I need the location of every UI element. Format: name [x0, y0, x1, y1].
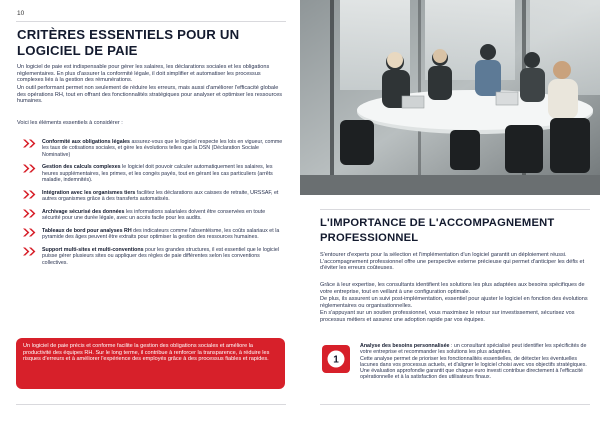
feature-text: facilitez les déclarations aux caisses de retraite, URSSAF, et autres organismes grâce à des transferts automatisés. [42, 189, 279, 203]
feature-title: Conformité aux obligations légales [42, 139, 131, 145]
meeting-photo [300, 0, 600, 195]
top-rule-left [16, 21, 286, 22]
step-text-2: Cette analyse permet de prioriser les fonctionnalités essentielles, de détecter les éventuelles lacunes dans vos processus actuels, et d'aligner le logiciel choisi avec vos objectifs stratégiques. [360, 355, 587, 368]
feature-title: Archivage sécurisé des données [42, 208, 125, 215]
right-paragraph-2: Grâce à leur expertise, les consultants identifient les solutions les plus adaptées aux besoins spécifiques de votre entreprise, tout en veillant à une configuration optimale. [320, 282, 585, 295]
step-text-3: Une évaluation approfondie garantit que chaque euro investi contribue directement à l'efficacité opérationnelle et à la satisfaction des utilisateurs finaux. [360, 368, 583, 381]
list-intro: Voici les éléments essentiels à considérer : [17, 120, 123, 126]
page-number: 10 [17, 10, 25, 17]
feature-title: Gestion des calculs complexes [42, 164, 121, 171]
intro-paragraph-2: Un outil performant permet non seulement de réduire les erreurs, mais aussi d'améliorer l'efficacité globale des opérations RH, tout en offrant des fonctionnalités stratégiques pour analyser et optimiser les ressources humaines. [17, 85, 283, 105]
summary-callout [16, 338, 285, 389]
list-item [22, 190, 284, 203]
double-chevron-icon [22, 139, 38, 148]
office-meeting-illustration [300, 0, 600, 195]
bottom-rule-left [16, 404, 286, 405]
step-number-badge [322, 345, 350, 373]
double-chevron-icon [22, 228, 38, 237]
feature-text: assurez-vous que le logiciel respecte les lois en vigueur, comme les taux de cotisations sociales, et gère les évolutions telles que la DSN (Déclaration Sociale Nominative) [42, 139, 283, 158]
bottom-rule-right [320, 404, 590, 405]
feature-text: pour les grandes structures, il est essentiel que le logiciel puisse gérer plusieurs sites ou appliquer des règles de paie différentes selon les conventions collectives. [42, 246, 279, 266]
section-title: L'IMPORTANCE DE L'ACCOMPAGNEMENT PROFESSIONNEL [320, 217, 555, 244]
step-number: 1 [333, 354, 339, 366]
double-chevron-icon [22, 247, 38, 256]
list-item [22, 228, 284, 241]
feature-text: le logiciel doit pouvoir calculer automatiquement les salaires, les heures supplémentaires, les primes, et les congés payés, tout en gérant les cas particuliers (arrêts maladie, indemnités). [42, 164, 273, 184]
feature-text: les informations salariales doivent être conservées en toute sécurité pour une durée légale, avec un accès facile pour les audits. [42, 208, 266, 222]
list-item [22, 164, 284, 183]
right-paragraph-1: S'entourer d'experts pour la sélection et l'implémentation d'un logiciel garantit un déploiement réussi. L'accompagnement professionnel offre une perspective externe précieuse qui permet d'anticiper les défis et d'éviter les erreurs coûteuses. [320, 252, 585, 272]
list-item [22, 209, 284, 222]
right-section-rule [320, 209, 590, 210]
step-item [322, 343, 592, 381]
page-title: CRITÈRES ESSENTIELS POUR UN LOGICIEL DE PAIE [17, 27, 240, 58]
feature-title: Support multi-sites et multi-conventions [42, 246, 144, 253]
feature-text: des indicateurs comme l'absentéisme, les coûts salariaux et la pyramide des âges peuvent être extraits pour optimiser la gestion des ressources humaines. [42, 227, 280, 241]
step-title: Analyse des besoins personnalisée [360, 343, 450, 349]
intro-paragraph: Un logiciel de paie est indispensable pour gérer les salaires, les déclarations sociales et les obligations réglementaires. En plus d'assurer la conformité légale, il doit simplifier et automatiser les processus complexes liés à la gestion des rémunérations. [17, 64, 270, 84]
feature-title: Tableaux de bord pour analyses RH [42, 227, 132, 234]
features-list [22, 139, 284, 272]
step-text: : un consultant spécialisé peut identifier les spécificités de votre entreprise et recommander les solutions les plus adaptées. [360, 343, 587, 356]
feature-title: Intégration avec les organismes tiers [42, 189, 136, 196]
callout-text: Un logiciel de paie précis et conforme facilite la gestion des obligations sociales et améliore la productivité des équipes RH. Sur le long terme, il contribue à renforcer la transparence, à réduire les risques d'erreurs et à améliorer l'expérience des employés grâce à des processus fiables et rapides. [23, 343, 270, 363]
list-item [22, 139, 284, 158]
double-chevron-icon [22, 209, 38, 218]
list-item [22, 247, 284, 266]
double-chevron-icon [22, 164, 38, 173]
step-description [360, 343, 592, 381]
right-paragraph-4: En s'appuyant sur un soutien professionnel, vous maximisez le retour sur investissement, sécurisez vos processus métiers et assurez une adoption rapide par vos équipes. [320, 310, 575, 323]
double-chevron-icon [22, 190, 38, 199]
right-paragraph-3: De plus, ils assurent un suivi post-implémentation, essentiel pour ajuster le logiciel en fonction des évolutions réglementaires ou organisationnelles. [320, 296, 588, 309]
